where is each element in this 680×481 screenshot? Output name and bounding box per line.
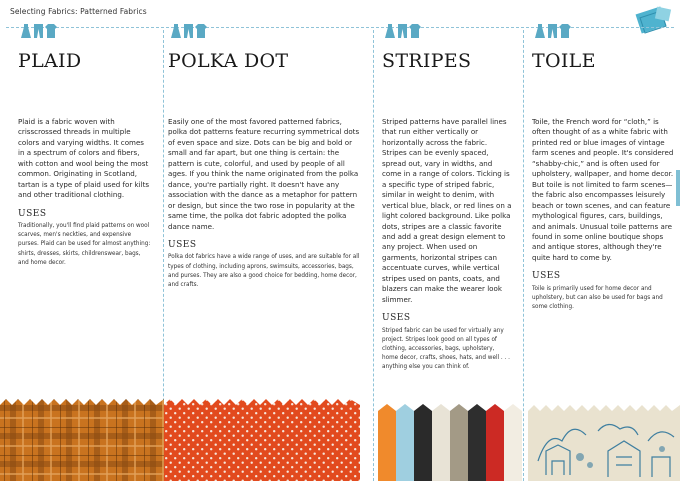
description-text: Toile, the French word for “cloth,” is often thought of as a white fabric with printed red or blue images of vintage farm scenes and people. It's considered “shabby-chic,” and is often used for upholstery, wallpaper, and home decor. But toile is not limited to farm scenes—the fabric also encompasses leisurely beach or town scenes, and can feature mythological figures, cars, buildings, and animals. Unusual toile patterns are found in some online boutique shops and antique stores, although they're quite hard to come by. (532, 117, 674, 262)
section-title: STRIPES (382, 50, 472, 72)
garment-icons (384, 22, 421, 38)
fabric-stripe (378, 404, 396, 481)
fabric-stripe (414, 404, 432, 481)
pants-icon (34, 24, 43, 38)
column-stripes (382, 20, 524, 481)
pants-icon (398, 24, 407, 38)
garment-icons (534, 22, 571, 38)
shirt-icon (195, 24, 207, 38)
column-toile (532, 20, 680, 481)
uses-text: Polka dot fabrics have a wide range of uses, and are suitable for all types of clothing, including aprons, swimsuits, accessories, bags, and purses. They are also a good choice for bedding, home decor, and crafts. (168, 254, 360, 289)
toile-fabric-swatch (528, 401, 680, 481)
uses-heading: USES (532, 271, 561, 282)
column-plaid (18, 20, 164, 481)
section-body (532, 117, 674, 312)
polka-dot-fabric-swatch (164, 393, 360, 481)
description-text: Striped patterns have parallel lines that run either vertically or horizontally across the fabric. Stripes can be evenly spaced, spread out, vary in widths, and come in a range of colors. Ticking is a specific type of striped fabric, similar in weight to denim, with vertical blue, black, or red lines on a light colored background. Like polka dots, stripes are a classic favorite and add a great design element to any project. When used on garments, horizontal stripes can accentuate curves, while vertical stripes used on pants, coats, and blazers can make the wearer look slimmer. (382, 117, 512, 304)
uses-heading: USES (382, 313, 411, 324)
uses-heading: USES (168, 239, 197, 250)
stripes-fabric-swatch (378, 401, 522, 481)
page-edge-tab (676, 170, 680, 206)
uses-heading: USES (18, 208, 47, 219)
column-divider (523, 30, 524, 481)
fabric-stripe (504, 404, 522, 481)
column-divider (373, 30, 374, 481)
description-text: Plaid is a fabric woven with crisscrossed threads in multiple colors and varying widths. It comes in a spectrum of colors and fibers, with cotton and wool being the most common. Originating in Scotland, tartan is a type of plaid used for kilts and other traditional clothing. (18, 117, 150, 200)
fabric-stripe (450, 404, 468, 481)
uses-text: Striped fabric can be used for virtually any project. Stripes look good on all types of clothing, accessories, bags, upholstery, home decor, crafts, shoes, hats, and well . . . anything else you can think of. (382, 327, 510, 371)
dress-icon (20, 24, 32, 38)
pants-icon (548, 24, 557, 38)
shirt-icon (45, 24, 57, 38)
dress-icon (534, 24, 546, 38)
shirt-icon (559, 24, 571, 38)
plaid-fabric-swatch (0, 395, 164, 481)
section-body (18, 117, 152, 268)
uses-text: Traditionally, you'll find plaid patterns on wool scarves, men's neckties, and expensive purses. Plaid can be used for almost anything: shirts, dresses, skirts, childrenswear, bags, and home decor. (18, 223, 151, 266)
column-polka-dot (168, 20, 374, 481)
section-title: TOILE (532, 50, 596, 72)
uses-text: Toile is primarily used for home decor and upholstery, but can also be used for bags and some clothing. (532, 285, 663, 311)
section-body (168, 117, 362, 290)
garment-icons (20, 22, 57, 38)
dress-icon (170, 24, 182, 38)
pants-icon (184, 24, 193, 38)
dress-icon (384, 24, 396, 38)
fabric-stripe (432, 404, 450, 481)
description-text: Easily one of the most favored patterned fabrics, polka dot patterns feature recurring symmetrical dots of even space and size. Dots can be big and bold or small and far apart, but one thing is certain: the pattern is cute, colorful, and used by people of all ages. If you think the name originated from the polka dance, you're partially right. It doesn't have any association with the dance as a metaphor for pattern or design, but since the two rose in popularity at the same time, the polka dot fabric adopted the polka dance name. (168, 117, 360, 231)
running-head: Selecting Fabrics: Patterned Fabrics (10, 7, 147, 16)
garment-icons (170, 22, 207, 38)
fabric-stripe (486, 404, 504, 481)
section-title: POLKA DOT (168, 50, 289, 72)
fabric-stripe (468, 404, 486, 481)
fabric-stripe (396, 404, 414, 481)
shirt-icon (409, 24, 421, 38)
section-title: PLAID (18, 50, 82, 72)
section-body (382, 117, 512, 373)
